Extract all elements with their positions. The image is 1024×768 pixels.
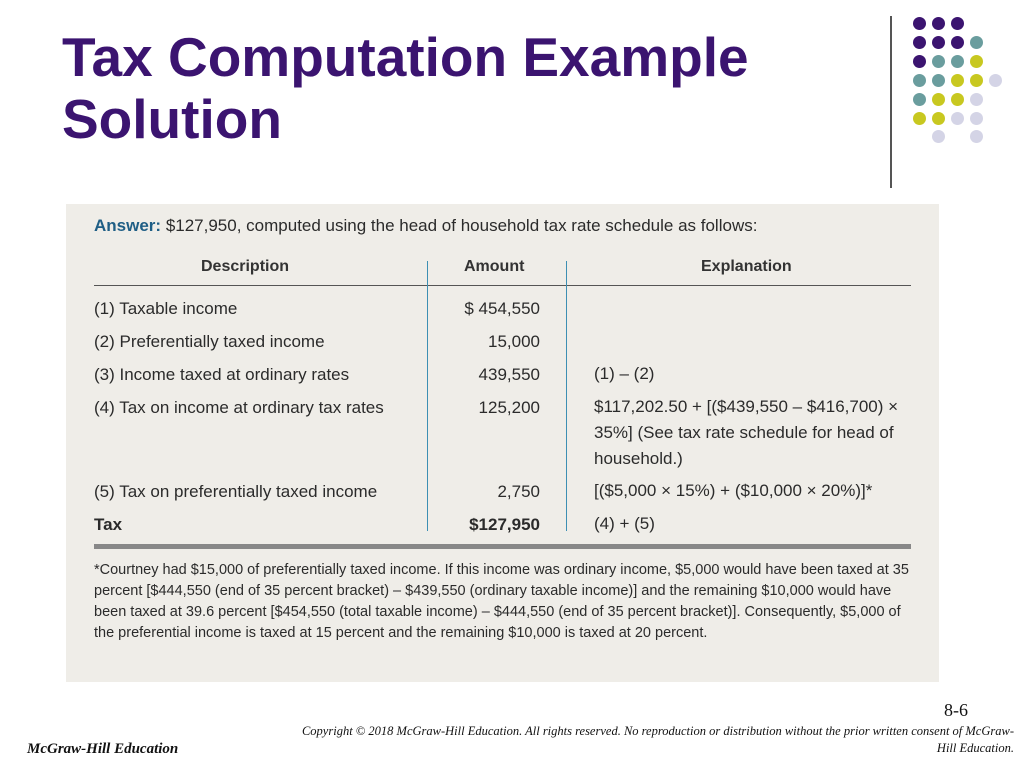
decorative-dot xyxy=(970,74,983,87)
row-explanation: (1) – (2) xyxy=(594,364,655,383)
row-amount: $ 454,550 xyxy=(464,299,540,318)
decorative-dot xyxy=(913,36,926,49)
decorative-dot xyxy=(913,74,926,87)
header-amount: Amount xyxy=(464,258,525,275)
decorative-dot xyxy=(932,130,945,143)
row-amount: 439,550 xyxy=(478,365,540,384)
decorative-dot xyxy=(913,17,926,30)
header-explanation: Explanation xyxy=(701,258,792,275)
decorative-dot xyxy=(951,112,964,125)
decorative-dot xyxy=(932,17,945,30)
row-description: (3) Income taxed at ordinary rates xyxy=(94,365,350,384)
row-description: (5) Tax on preferentially taxed income xyxy=(94,482,378,501)
decorative-dot xyxy=(970,112,983,125)
decorative-dot xyxy=(913,93,926,106)
row-amount: 15,000 xyxy=(488,332,540,351)
decorative-dot xyxy=(951,17,964,30)
decorative-dot xyxy=(970,130,983,143)
decorative-dot xyxy=(932,36,945,49)
decorative-dot xyxy=(932,112,945,125)
decorative-dot xyxy=(951,74,964,87)
row-explanation: (4) + (5) xyxy=(594,514,655,533)
decorative-dot xyxy=(932,74,945,87)
row-explanation: [($5,000 × 15%) + ($10,000 × 20%)]* xyxy=(594,481,873,500)
decorative-dot xyxy=(932,55,945,68)
row-amount: $127,950 xyxy=(469,515,540,534)
row-amount: 125,200 xyxy=(478,398,540,417)
row-description: (4) Tax on income at ordinary tax rates xyxy=(94,398,384,417)
decorative-dot xyxy=(951,55,964,68)
row-description: Tax xyxy=(94,515,123,534)
tax-solution-panel xyxy=(66,204,939,682)
row-amount: 2,750 xyxy=(497,482,540,501)
table-bottom-rule xyxy=(94,544,911,549)
slide-title-line-2: Solution xyxy=(62,88,282,150)
decorative-dot xyxy=(970,55,983,68)
page-number: 8-6 xyxy=(944,700,968,720)
copyright-notice: Copyright © 2018 McGraw-Hill Education. All rights reserved. No reproduction or distribution without the prior written consent of McGraw-Hill Education. xyxy=(301,724,1014,755)
decorative-divider xyxy=(890,16,892,188)
slide-title xyxy=(62,26,862,150)
decorative-dot xyxy=(970,93,983,106)
answer-line xyxy=(94,216,757,236)
decorative-dot xyxy=(932,93,945,106)
decorative-dot xyxy=(970,36,983,49)
decorative-dot xyxy=(913,55,926,68)
table-header-rule xyxy=(94,285,911,286)
slide-title-line-1: Tax Computation Example xyxy=(62,26,749,88)
decorative-dot xyxy=(951,93,964,106)
answer-text: $127,950, computed using the head of household tax rate schedule as follows: xyxy=(165,216,758,235)
publisher-brand: McGraw-Hill Education xyxy=(27,741,179,757)
column-separator xyxy=(566,261,567,531)
footnote: *Courtney had $15,000 of preferentially taxed income. If this income was ordinary income, $5,000 would have been taxed at 35 percent [$444,550 (end of 35 percent bracket) – $439,550 (ordinary taxable income)] and the remaining $10,000 would have been taxed at 39.6 percent [$454,550 (total taxable income) – $444,550 (end of 35 percent bracket)]. Consequently, $5,000 of the preferential income is taxed at 15 percent and the remaining $10,000 is taxed at 20 percent. xyxy=(94,562,909,641)
decorative-dot xyxy=(913,112,926,125)
answer-label: Answer: xyxy=(94,216,162,235)
row-explanation: $117,202.50 + [($439,550 – $416,700) × 35%] (See tax rate schedule for head of household.) xyxy=(594,397,899,468)
decorative-dot xyxy=(989,74,1002,87)
decorative-dot xyxy=(951,36,964,49)
header-description: Description xyxy=(201,258,290,275)
row-description: (1) Taxable income xyxy=(94,299,238,318)
row-description: (2) Preferentially taxed income xyxy=(94,332,325,351)
